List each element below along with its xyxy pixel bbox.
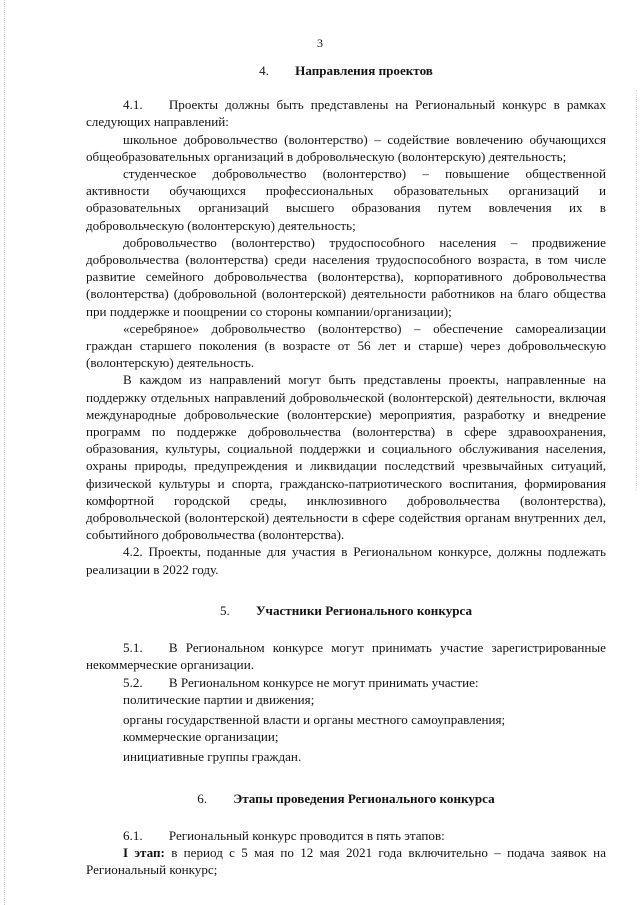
paragraph-4-2: 4.2. Проекты, поданные для участия в Региональном конкурсе, должны подлежать реализации в 2022 году.	[86, 544, 606, 577]
scan-edge-right	[636, 90, 638, 490]
section-5-title: Участники Регионального конкурса	[255, 602, 473, 618]
list-item: инициативные группы граждан.	[123, 749, 302, 765]
section-6-title: Этапы проведения Регионального конкурса	[233, 790, 495, 806]
section-4-number: 4.	[259, 63, 269, 78]
paragraph-working-age-volunteering: добровольчество (волонтерство) трудоспособного населения – продвижение добровольчества (волонтерства) среди населения трудоспособного возраста, в том числе развитие семейного добровольчества (волонтерства), корпоративного добровольчества (волонтерства) (добровольной (волонтерской) деятельности работников на благо общества при поддержке и поощрении со стороны компании/организации);	[86, 234, 606, 319]
scan-edge-left	[4, 0, 6, 905]
paragraph-6-1: 6.1. Региональный конкурс проводится в пять этапов:	[123, 827, 445, 843]
paragraph-4-1: 4.1. Проекты должны быть представлены на Региональный конкурс в рамках следующих направлений:	[86, 97, 606, 130]
stage-1-label: I этап:	[123, 844, 165, 860]
document-body	[86, 62, 606, 878]
paragraph-school-volunteering: школьное добровольчество (волонтерство) – содействие вовлечению обучающихся общеобразовательных организаций в добровольческую (волонтерскую) деятельность;	[86, 131, 606, 164]
section-5-heading	[86, 602, 606, 619]
paragraph-5-1: 5.1. В Региональном конкурсе могут принимать участие зарегистрированные некоммерческие организации.	[86, 640, 606, 673]
paragraph-silver-volunteering: «серебряное» добровольчество (волонтерство) – обеспечение самореализации граждан старшего поколения (в возрасте от 56 лет и старше) через добровольческую (волонтерскую) деятельность.	[86, 320, 606, 371]
list-item: органы государственной власти и органы местного самоуправления;	[123, 711, 506, 727]
section-6-number: 6.	[197, 790, 208, 806]
paragraph-project-directions: В каждом из направлений могут быть представлены проекты, направленные на поддержку отдельных направлений добровольческой (волонтерской) деятельности, включая международные добровольческие (волонтерские) мероприятия, разработку и внедрение программ по поддержке добровольчества (волонтерства) в сфере здравоохранения, образования, культуры, социальной поддержки и социального обслуживания населения, охраны природы, предупреждения и ликвидации последствий чрезвычайных ситуаций, физической культуры и спорта, гражданско-патриотического воспитания, формирования комфортной городской среды, инклюзивного добровольчества (волонтерства), добровольческой (волонтерской) деятельности в сфере содействия органам внутренних дел, событийного добровольчества (волонтерства).	[86, 372, 606, 543]
paragraph-stage-1	[86, 844, 606, 878]
paragraph-5-2: 5.2. В Региональном конкурсе не могут принимать участие:	[123, 674, 479, 690]
section-4-heading	[86, 62, 606, 79]
section-4-title: Направления проектов	[295, 63, 433, 78]
list-item: политические партии и движения;	[123, 691, 315, 707]
stage-1-text: в период с 5 мая по 12 мая 2021 года включительно – подача заявок на Региональный конкурс;	[86, 844, 607, 878]
section-6-heading	[86, 790, 606, 807]
paragraph-student-volunteering: студенческое добровольчество (волонтерство) – повышение общественной активности обучающихся профессиональных образовательных организаций и образовательных организаций высшего образования путем вовлечения их в добровольческую (волонтерскую) деятельность;	[86, 166, 606, 233]
page-number: 3	[317, 36, 323, 50]
section-5-number: 5.	[219, 602, 230, 618]
list-item: коммерческие организации;	[123, 729, 279, 745]
